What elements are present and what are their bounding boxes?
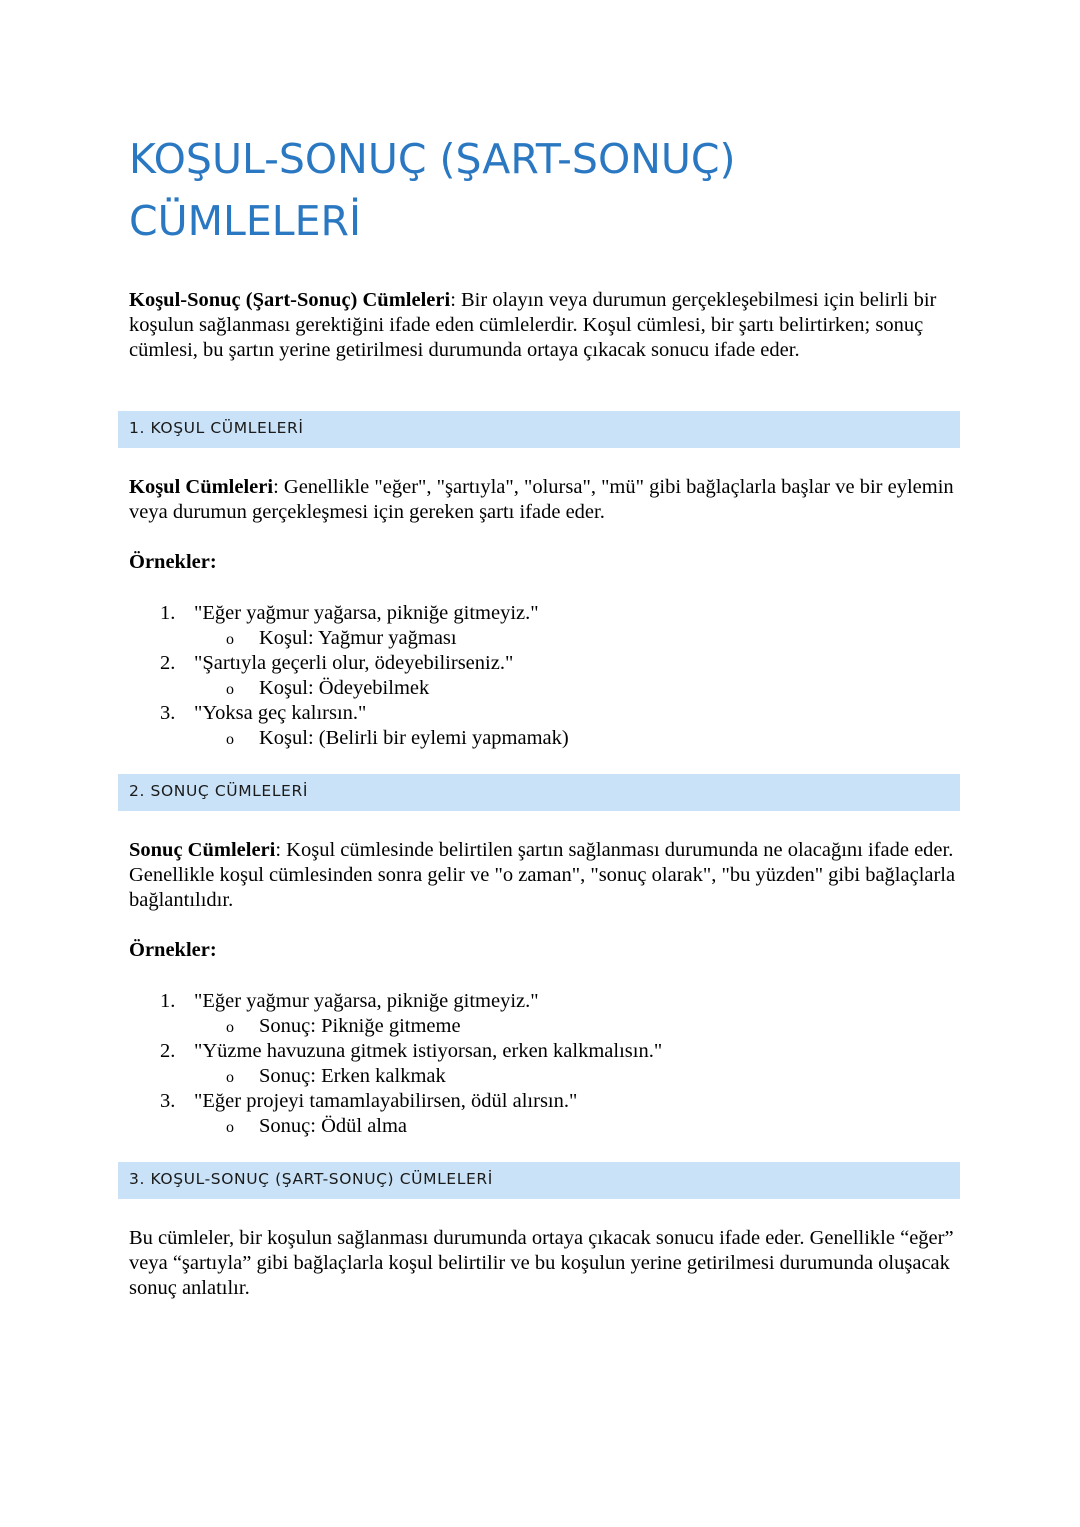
section-1-examples-list bbox=[160, 601, 940, 751]
list-text: "Yoksa geç kalırsın." bbox=[194, 702, 367, 724]
section-heading-3: 3. KOŞUL-SONUÇ (ŞART-SONUÇ) CÜMLELERİ bbox=[129, 1170, 493, 1188]
list-number: 2. bbox=[160, 1040, 176, 1062]
list-subtext: Sonuç: Pikniğe gitmeme bbox=[259, 1015, 461, 1037]
section-3-paragraph: Bu cümleler, bir koşulun sağlanması durumunda ortaya çıkacak sonucu ifade eder. Genellikle “eğer” veya “şartıyla” gibi bağlaçlarla koşul belirtilir ve bu koşulun yerine getirilmesi durumunda oluşacak sonuç anlatılır. bbox=[129, 1227, 954, 1299]
intro-paragraph bbox=[129, 288, 959, 363]
list-item bbox=[160, 701, 940, 726]
section-2-text: : Koşul cümlesinde belirtilen şartın sağlanması durumunda ne olacağını ifade eder. Genellikle koşul cümlesinden sonra gelir ve "o zaman", "sonuç olarak", "bu yüzden" gibi bağlaçlarla bağlantılıdır. bbox=[129, 839, 956, 911]
list-subitem bbox=[160, 676, 940, 701]
list-text: "Eğer projeyi tamamlayabilirsen, ödül alırsın." bbox=[194, 1090, 578, 1112]
section-1-paragraph bbox=[129, 475, 959, 525]
bullet-marker: o bbox=[226, 681, 234, 698]
bullet-marker: o bbox=[226, 1019, 234, 1036]
intro-text: : Bir olayın veya durumun gerçekleşebilmesi için belirli bir koşulun sağlanması gerektiğini ifade eden cümlelerdir. Koşul cümlesi, bir şartı belirtirken; sonuç cümlesi, bu şartın yerine getirilmesi durumunda ortaya çıkacak sonucu ifade eder. bbox=[129, 289, 937, 361]
list-subtext: Sonuç: Ödül alma bbox=[259, 1115, 408, 1137]
section-1-text: : Genellikle "eğer", "şartıyla", "olursa", "mü" gibi bağlaçlarla başlar ve bir eylemin veya durumun gerçekleşmesi için gereken şartı ifade eder. bbox=[129, 476, 954, 523]
section-2-term: Sonuç Cümleleri bbox=[129, 839, 276, 861]
page-title-line-1: KOŞUL-SONUÇ (ŞART-SONUÇ) bbox=[129, 135, 736, 183]
bullet-marker: o bbox=[226, 731, 234, 748]
list-subtext: Koşul: Yağmur yağması bbox=[259, 627, 457, 649]
list-subtext: Sonuç: Erken kalkmak bbox=[259, 1065, 446, 1087]
section-heading-band-2 bbox=[118, 774, 960, 811]
list-subitem bbox=[160, 1114, 940, 1139]
list-subitem bbox=[160, 1014, 940, 1039]
list-item bbox=[160, 651, 940, 676]
bullet-marker: o bbox=[226, 1069, 234, 1086]
list-text: "Eğer yağmur yağarsa, pikniğe gitmeyiz." bbox=[194, 990, 539, 1012]
list-item bbox=[160, 1089, 940, 1114]
section-heading-2: 2. SONUÇ CÜMLELERİ bbox=[129, 782, 308, 800]
page-title-line-2: CÜMLELERİ bbox=[129, 197, 362, 245]
bullet-marker: o bbox=[226, 1119, 234, 1136]
section-2-examples-label: Örnekler: bbox=[129, 939, 217, 961]
section-heading-1: 1. KOŞUL CÜMLELERİ bbox=[129, 419, 304, 437]
list-item bbox=[160, 1039, 940, 1064]
list-number: 1. bbox=[160, 990, 176, 1012]
list-text: "Eğer yağmur yağarsa, pikniğe gitmeyiz." bbox=[194, 602, 539, 624]
section-heading-band-3 bbox=[118, 1162, 960, 1199]
section-1-term: Koşul Cümleleri bbox=[129, 476, 274, 498]
list-subtext: Koşul: (Belirli bir eylemi yapmamak) bbox=[259, 727, 569, 749]
page-title bbox=[129, 128, 969, 252]
list-subitem bbox=[160, 626, 940, 651]
list-text: "Yüzme havuzuna gitmek istiyorsan, erken kalkmalısın." bbox=[194, 1040, 663, 1062]
list-number: 3. bbox=[160, 702, 176, 724]
section-2-examples-list bbox=[160, 989, 940, 1139]
intro-term: Koşul-Sonuç (Şart-Sonuç) Cümleleri bbox=[129, 289, 451, 311]
section-heading-band-1 bbox=[118, 411, 960, 448]
bullet-marker: o bbox=[226, 631, 234, 648]
list-text: "Şartıyla geçerli olur, ödeyebilirseniz." bbox=[194, 652, 514, 674]
list-subitem bbox=[160, 1064, 940, 1089]
list-subitem bbox=[160, 726, 940, 751]
section-1-examples-label: Örnekler: bbox=[129, 551, 217, 573]
list-number: 3. bbox=[160, 1090, 176, 1112]
list-item bbox=[160, 601, 940, 626]
section-2-paragraph bbox=[129, 838, 959, 913]
list-subtext: Koşul: Ödeyebilmek bbox=[259, 677, 430, 699]
list-number: 2. bbox=[160, 652, 176, 674]
list-item bbox=[160, 989, 940, 1014]
list-number: 1. bbox=[160, 602, 176, 624]
